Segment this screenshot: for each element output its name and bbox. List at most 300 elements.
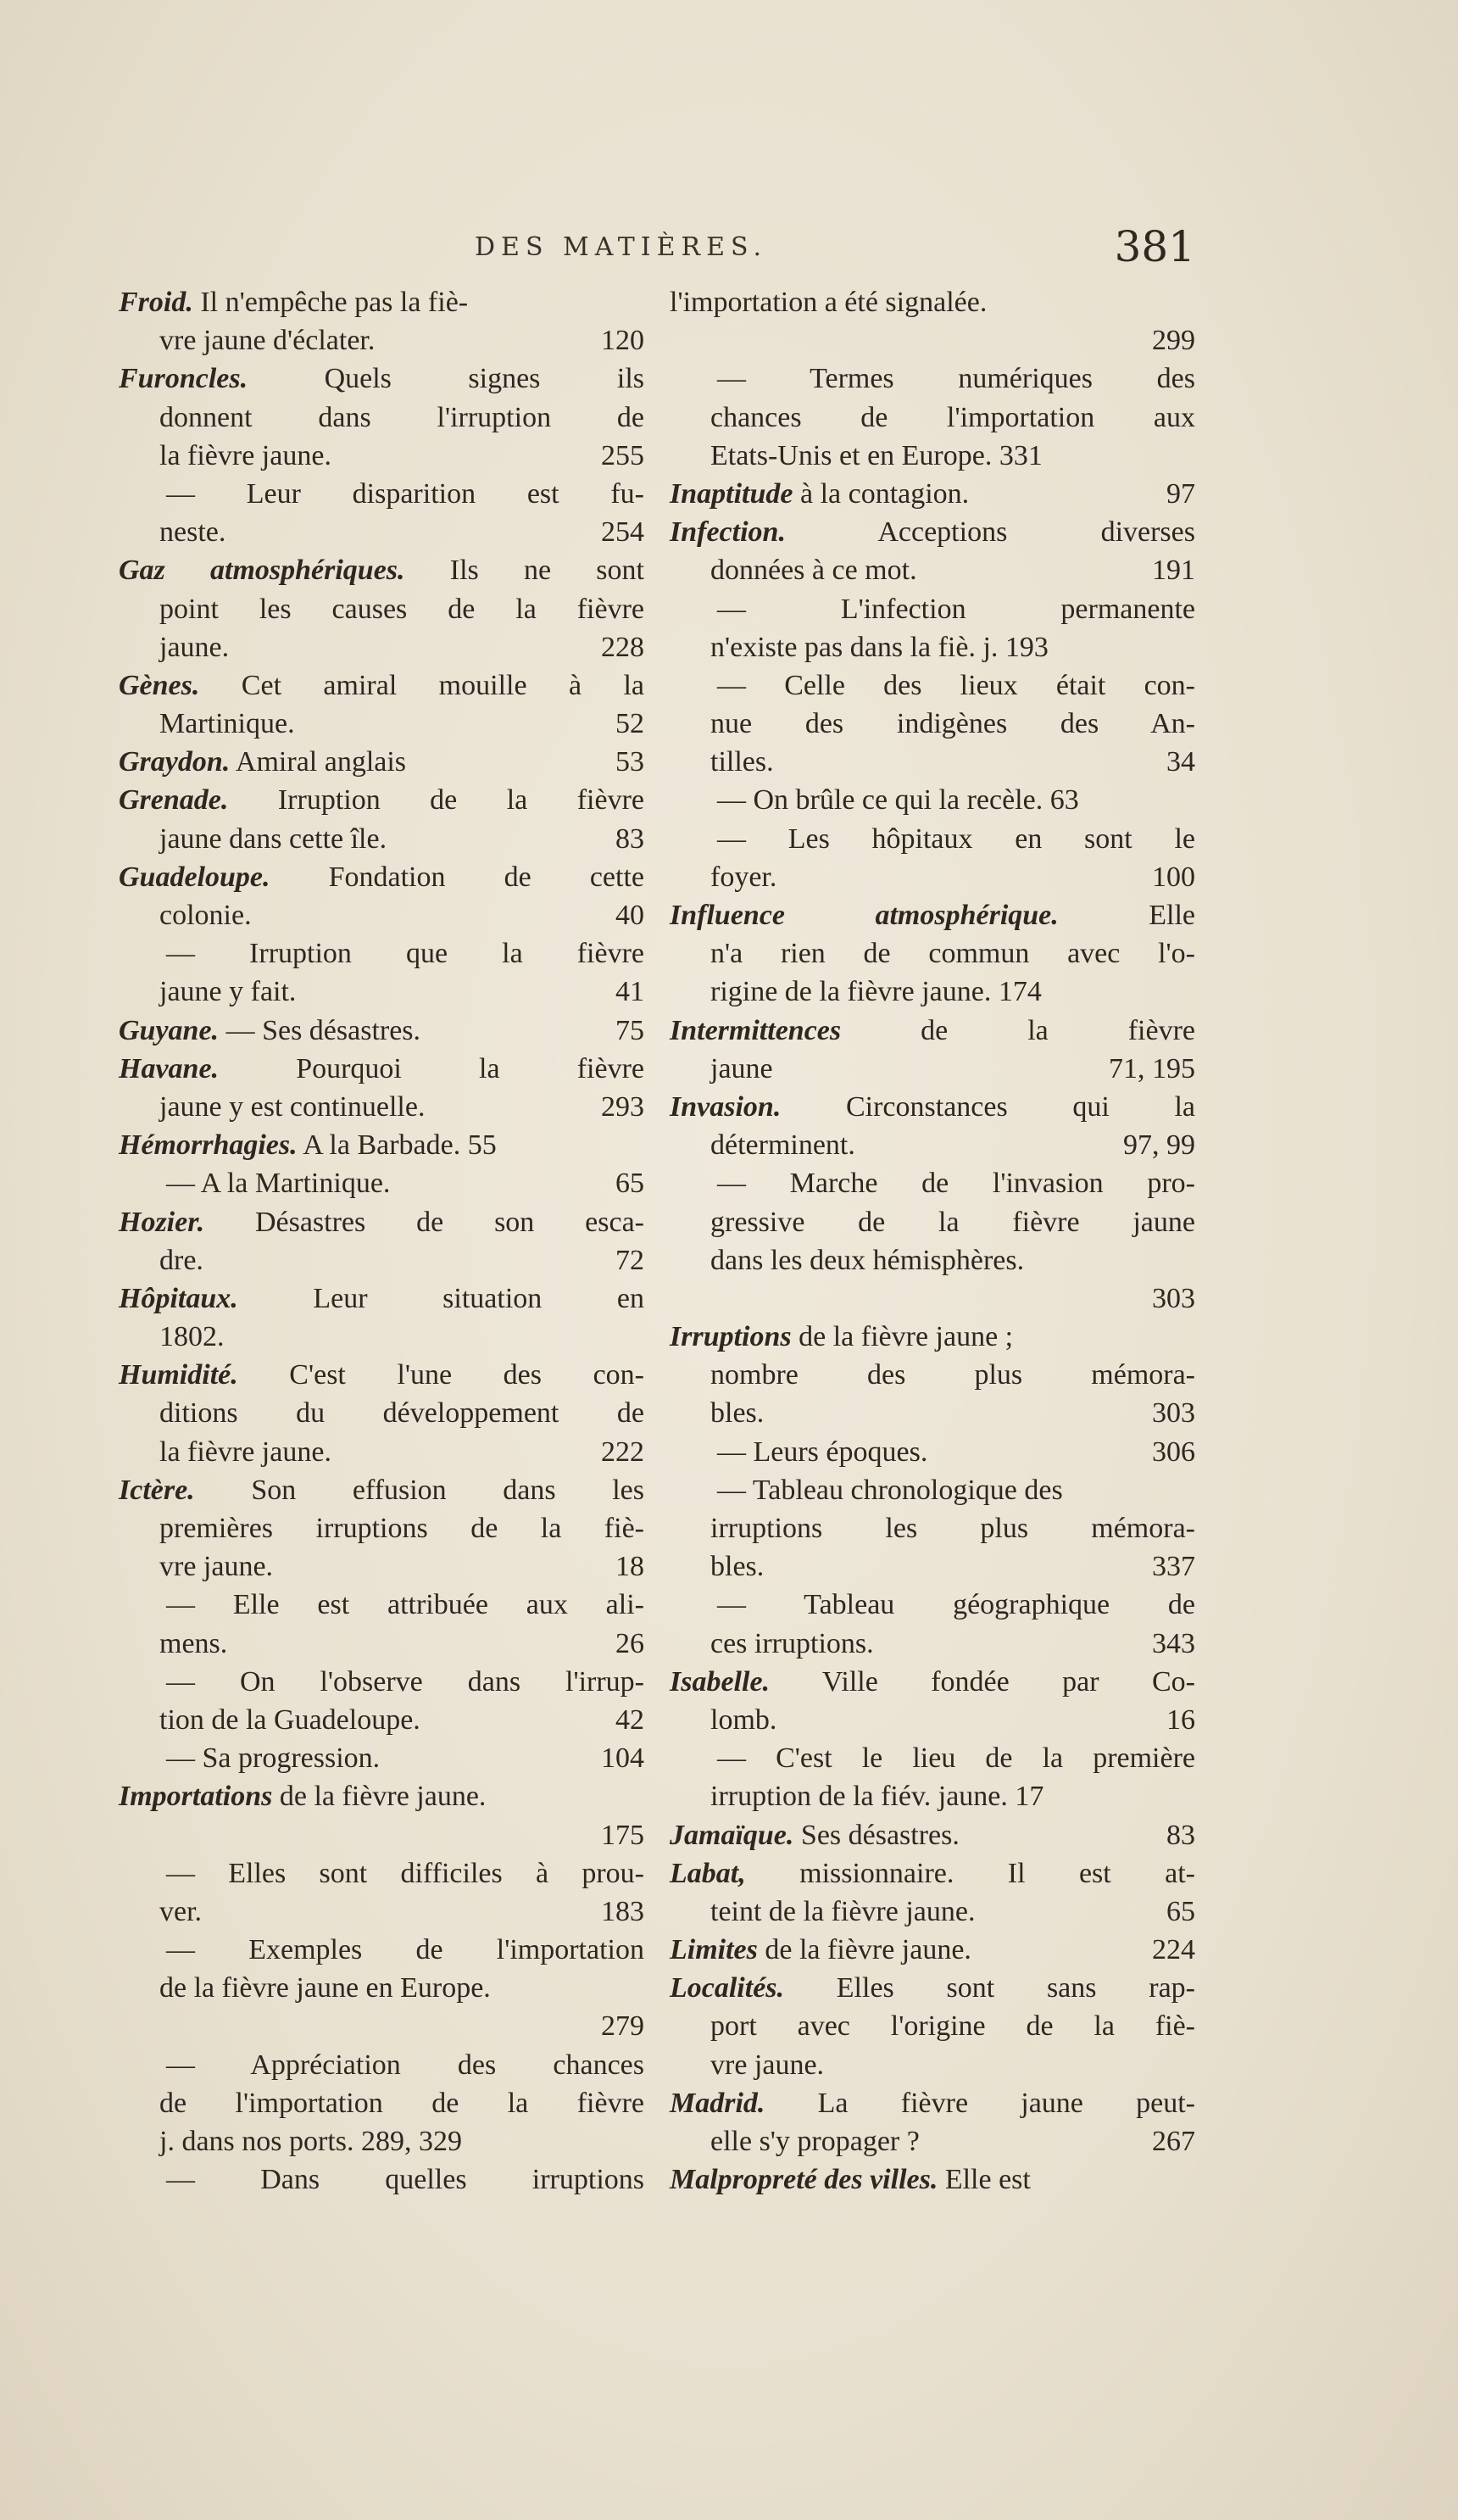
index-description: chances de l'importation aux bbox=[710, 401, 1195, 433]
index-description: Martinique. bbox=[159, 708, 295, 740]
page-reference: 343 bbox=[1152, 1627, 1195, 1659]
index-keyword: Inaptitude bbox=[670, 477, 793, 510]
index-entry-text bbox=[159, 1318, 225, 1356]
index-entry-text bbox=[119, 551, 644, 589]
page-reference: 83 bbox=[615, 822, 644, 855]
index-entry-text bbox=[119, 666, 644, 705]
index-line bbox=[119, 475, 644, 513]
index-line bbox=[119, 283, 644, 321]
index-description: vre jaune. bbox=[159, 1551, 274, 1583]
index-line bbox=[670, 1050, 1195, 1088]
index-entry-text bbox=[710, 1547, 764, 1586]
index-line bbox=[119, 973, 644, 1011]
index-entry-text bbox=[710, 973, 1042, 1011]
index-entry-text bbox=[717, 1586, 1195, 1624]
index-line bbox=[670, 1394, 1195, 1432]
index-entry-text bbox=[159, 590, 644, 628]
index-entry-text bbox=[119, 1356, 644, 1394]
index-entry-text bbox=[710, 1701, 776, 1739]
index-description: tilles. bbox=[710, 746, 774, 778]
index-keyword: Intermittences bbox=[670, 1014, 842, 1046]
index-keyword: Malpropreté des villes. bbox=[670, 2164, 938, 2196]
index-entry-text bbox=[119, 858, 644, 896]
index-keyword: Jamaïque. bbox=[670, 1819, 794, 1851]
index-entry-text bbox=[119, 360, 644, 398]
page-reference: 303 bbox=[1152, 1282, 1195, 1314]
index-line bbox=[670, 896, 1195, 934]
index-line bbox=[670, 628, 1195, 666]
index-line bbox=[670, 2046, 1195, 2084]
index-entry-text bbox=[119, 781, 644, 819]
index-line bbox=[119, 1893, 644, 1931]
index-line bbox=[119, 513, 644, 551]
index-keyword: Graydon. bbox=[119, 746, 231, 778]
index-entry-text bbox=[710, 1625, 874, 1663]
index-line bbox=[670, 1547, 1195, 1586]
page-reference: 255 bbox=[601, 439, 644, 471]
index-line bbox=[119, 1663, 644, 1701]
index-entry-text bbox=[166, 1739, 380, 1777]
index-entry-text bbox=[717, 781, 1079, 819]
index-description: vre jaune d'éclater. bbox=[159, 325, 376, 357]
index-entry-text bbox=[166, 1586, 644, 1624]
index-description: Fondation de cette bbox=[270, 861, 644, 893]
index-description: données à ce mot. bbox=[710, 555, 917, 587]
index-entry-text bbox=[710, 1126, 855, 1164]
index-line bbox=[670, 2084, 1195, 2122]
index-description: ver. bbox=[159, 1895, 203, 1927]
index-entry-text bbox=[159, 513, 225, 551]
index-entry-text bbox=[159, 2084, 644, 2122]
index-line bbox=[670, 1854, 1195, 1893]
index-entry-text bbox=[710, 1050, 773, 1088]
page-header bbox=[127, 222, 1195, 273]
index-entry-text bbox=[166, 475, 644, 513]
index-description: irruption de la fiév. jaune. 17 bbox=[710, 1781, 1044, 1813]
index-line bbox=[119, 896, 644, 934]
index-description: de la fièvre jaune en Europe. bbox=[159, 1972, 491, 2004]
index-line bbox=[119, 2007, 644, 2045]
index-entry-text bbox=[717, 1433, 927, 1471]
index-description: — Celle des lieux était con- bbox=[717, 669, 1195, 701]
index-entry-text bbox=[710, 743, 774, 781]
index-description: rigine de la fièvre jaune. 174 bbox=[710, 976, 1042, 1008]
index-description: bles. bbox=[710, 1397, 765, 1430]
index-keyword: Guadeloupe. bbox=[119, 861, 270, 893]
index-entry-text bbox=[710, 1203, 1195, 1241]
index-description: — Tableau chronologique des bbox=[717, 1474, 1063, 1506]
index-line bbox=[119, 1356, 644, 1394]
index-entry-text bbox=[670, 1816, 960, 1854]
index-line bbox=[670, 1164, 1195, 1202]
index-description: Cet amiral mouille à la bbox=[199, 669, 644, 701]
page-number: 381 bbox=[1114, 222, 1195, 271]
index-line bbox=[670, 1433, 1195, 1471]
index-entry-text bbox=[710, 1241, 1024, 1280]
index-line bbox=[670, 2007, 1195, 2045]
index-line bbox=[670, 705, 1195, 743]
index-keyword: Importations bbox=[119, 1781, 273, 1813]
index-entry-text bbox=[670, 1854, 1195, 1893]
index-description: — Termes numériques des bbox=[717, 363, 1195, 395]
index-entry-text bbox=[670, 896, 1195, 934]
index-description: neste. bbox=[159, 516, 226, 549]
index-entry-text bbox=[670, 475, 969, 513]
index-keyword: Localités. bbox=[670, 1972, 785, 2004]
index-entry-text bbox=[717, 820, 1195, 858]
index-description: C'est l'une des con- bbox=[237, 1359, 644, 1391]
index-line bbox=[119, 1739, 644, 1777]
page-reference: 191 bbox=[1152, 555, 1195, 587]
index-line bbox=[119, 2160, 644, 2199]
page-reference: 26 bbox=[615, 1627, 644, 1659]
index-keyword: Guyane. bbox=[119, 1014, 220, 1046]
index-line bbox=[119, 1547, 644, 1586]
index-line bbox=[670, 973, 1195, 1011]
index-entry-text bbox=[159, 399, 644, 437]
index-keyword: Furoncles. bbox=[119, 363, 248, 395]
index-line bbox=[670, 475, 1195, 513]
index-description: de la fièvre jaune. bbox=[757, 1934, 971, 1966]
index-line bbox=[119, 1203, 644, 1241]
index-line bbox=[670, 1241, 1195, 1280]
index-keyword: Invasion. bbox=[670, 1090, 782, 1123]
index-entry-text bbox=[119, 1203, 644, 1241]
index-description: — Les hôpitaux en sont le bbox=[717, 822, 1195, 855]
index-description: missionnaire. Il est at- bbox=[745, 1857, 1195, 1889]
index-line bbox=[119, 2046, 644, 2084]
index-line bbox=[670, 934, 1195, 973]
index-line bbox=[119, 1126, 644, 1164]
page-reference: 97 bbox=[1166, 477, 1195, 510]
index-entry-text bbox=[710, 1893, 975, 1931]
index-description: elle s'y propager ? bbox=[710, 2126, 920, 2157]
index-entry-text bbox=[119, 743, 406, 781]
index-line bbox=[119, 1471, 644, 1509]
index-line bbox=[670, 1012, 1195, 1050]
index-entry-text bbox=[670, 2160, 1031, 2199]
index-line bbox=[670, 437, 1195, 475]
index-keyword: Humidité. bbox=[119, 1359, 238, 1391]
index-description: — Irruption que la fièvre bbox=[166, 938, 644, 970]
index-description: déterminent. bbox=[710, 1129, 855, 1162]
index-description: ces irruptions. bbox=[710, 1627, 874, 1659]
index-entry-text bbox=[670, 1088, 1195, 1126]
index-description: jaune bbox=[710, 1052, 773, 1084]
index-entry-text bbox=[159, 1625, 227, 1663]
page-reference: 97, 99 bbox=[1123, 1129, 1195, 1162]
index-description: bles. bbox=[710, 1551, 765, 1583]
index-description: Elles sont sans rap- bbox=[784, 1972, 1195, 2004]
index-entry-text bbox=[670, 1012, 1195, 1050]
index-keyword: Hozier. bbox=[119, 1206, 205, 1238]
index-line bbox=[119, 360, 644, 398]
index-keyword: Infection. bbox=[670, 516, 786, 549]
index-description: — Tableau géographique de bbox=[717, 1589, 1195, 1621]
index-description: — Appréciation des chances bbox=[166, 2049, 644, 2081]
index-line bbox=[670, 1701, 1195, 1739]
index-description: ditions du développement de bbox=[159, 1397, 644, 1430]
index-entry-text bbox=[159, 1893, 202, 1931]
index-description: — A la Martinique. bbox=[166, 1168, 391, 1200]
index-entry-text bbox=[159, 1394, 644, 1432]
index-line bbox=[670, 858, 1195, 896]
page-reference: 306 bbox=[1152, 1436, 1195, 1468]
index-line bbox=[670, 781, 1195, 819]
index-line bbox=[119, 1280, 644, 1318]
index-entry-text bbox=[159, 705, 295, 743]
index-entry-text bbox=[670, 283, 987, 321]
index-description: — On brûle ce qui la recèle. 63 bbox=[717, 784, 1079, 817]
index-description: — Ses désastres. bbox=[219, 1014, 421, 1046]
index-line bbox=[119, 437, 644, 475]
index-description: Quels signes ils bbox=[248, 363, 644, 395]
index-entry-text bbox=[166, 1164, 390, 1202]
index-description: de la fièvre bbox=[841, 1014, 1195, 1046]
index-entry-text bbox=[670, 1931, 971, 1969]
index-description: nombre des plus mémora- bbox=[710, 1359, 1195, 1391]
index-entry-text bbox=[717, 590, 1195, 628]
index-description: Irruption de la fièvre bbox=[228, 784, 644, 817]
index-description: — Exemples de l'importation bbox=[166, 1934, 644, 1966]
index-column-left bbox=[119, 283, 644, 2199]
index-description: Acceptions diverses bbox=[785, 516, 1195, 549]
index-line bbox=[119, 743, 644, 781]
index-description: jaune y est continuelle. bbox=[159, 1090, 426, 1123]
index-description: — C'est le lieu de la première bbox=[717, 1742, 1195, 1775]
index-description: à la contagion. bbox=[793, 477, 970, 510]
page-reference: 267 bbox=[1152, 2126, 1195, 2157]
index-line bbox=[119, 628, 644, 666]
index-keyword: Ictère. bbox=[119, 1474, 195, 1506]
index-description: — Marche de l'invasion pro- bbox=[717, 1168, 1195, 1200]
index-column-right bbox=[670, 283, 1195, 2199]
index-line bbox=[119, 399, 644, 437]
page-reference: 228 bbox=[601, 631, 644, 663]
index-entry-text bbox=[159, 820, 387, 858]
index-keyword: Influence atmosphérique. bbox=[670, 900, 1059, 931]
index-description: Circonstances qui la bbox=[781, 1090, 1195, 1123]
index-description: vre jaune. bbox=[710, 2049, 825, 2081]
index-keyword: Isabelle. bbox=[670, 1665, 771, 1698]
index-line bbox=[119, 781, 644, 819]
page-reference: 224 bbox=[1152, 1934, 1195, 1966]
index-description: teint de la fièvre jaune. bbox=[710, 1895, 976, 1927]
index-entry-text bbox=[166, 1854, 644, 1893]
index-description: de la fièvre jaune ; bbox=[791, 1321, 1014, 1353]
index-line bbox=[670, 360, 1195, 398]
index-description: de l'importation de la fièvre bbox=[159, 2087, 644, 2119]
index-description: Amiral anglais bbox=[230, 746, 407, 778]
index-line bbox=[670, 1816, 1195, 1854]
index-description: La fièvre jaune peut- bbox=[765, 2087, 1195, 2119]
index-entry-text bbox=[159, 1241, 203, 1280]
index-line bbox=[119, 1050, 644, 1088]
index-description: dans les deux hémisphères. bbox=[710, 1244, 1025, 1276]
index-entry-text bbox=[710, 399, 1195, 437]
index-line bbox=[119, 2084, 644, 2122]
index-entry-text bbox=[166, 1663, 644, 1701]
index-description: tion de la Guadeloupe. bbox=[159, 1703, 420, 1736]
index-entry-text bbox=[166, 2160, 644, 2199]
index-line bbox=[119, 1088, 644, 1126]
index-keyword: Labat, bbox=[670, 1857, 746, 1889]
running-title: DES MATIÈRES. bbox=[475, 232, 768, 262]
index-entry-text bbox=[710, 1356, 1195, 1394]
index-description: jaune dans cette île. bbox=[159, 822, 387, 855]
index-line bbox=[119, 321, 644, 360]
page-reference: 120 bbox=[601, 325, 644, 357]
index-line bbox=[670, 1509, 1195, 1547]
page-reference: 303 bbox=[1152, 1397, 1195, 1430]
page-reference: 72 bbox=[615, 1244, 644, 1276]
index-entry-text bbox=[159, 973, 296, 1011]
index-keyword: Irruptions bbox=[670, 1321, 792, 1353]
index-line bbox=[670, 551, 1195, 589]
index-entry-text bbox=[119, 283, 468, 321]
index-description: Il n'empêche pas la fiè- bbox=[192, 287, 469, 318]
index-entry-text bbox=[710, 705, 1195, 743]
index-line bbox=[670, 1739, 1195, 1777]
index-line bbox=[119, 820, 644, 858]
index-description: l'importation a été signalée. bbox=[670, 287, 988, 318]
index-line bbox=[119, 1625, 644, 1663]
index-line bbox=[119, 590, 644, 628]
page-reference: 65 bbox=[615, 1168, 644, 1200]
index-line bbox=[670, 1318, 1195, 1356]
page-reference: 40 bbox=[615, 900, 644, 931]
index-keyword: Grenade. bbox=[119, 784, 229, 817]
index-entry-text bbox=[670, 2084, 1195, 2122]
index-description: dre. bbox=[159, 1244, 203, 1276]
index-entry-text bbox=[710, 551, 917, 589]
index-entry-text bbox=[119, 1050, 644, 1088]
index-line bbox=[670, 1280, 1195, 1318]
index-description: n'existe pas dans la fiè. j. 193 bbox=[710, 631, 1049, 663]
index-line bbox=[119, 1777, 644, 1815]
index-description: lomb. bbox=[710, 1703, 777, 1736]
index-line bbox=[670, 820, 1195, 858]
index-keyword: Limites bbox=[670, 1934, 758, 1966]
index-description: donnent dans l'irruption de bbox=[159, 401, 644, 433]
index-keyword: Madrid. bbox=[670, 2087, 765, 2119]
index-entry-text bbox=[670, 1663, 1195, 1701]
index-entry-text bbox=[159, 1969, 491, 2007]
index-entry-text bbox=[670, 1318, 1013, 1356]
index-description: — Elle est attribuée aux ali- bbox=[166, 1589, 644, 1621]
index-entry-text bbox=[670, 1969, 1195, 2007]
index-keyword: Gènes. bbox=[119, 669, 200, 701]
index-description: Désastres de son esca- bbox=[204, 1206, 644, 1238]
index-line bbox=[119, 1701, 644, 1739]
index-line bbox=[119, 551, 644, 589]
index-line bbox=[119, 934, 644, 973]
index-entry-text bbox=[159, 1509, 644, 1547]
page-reference: 337 bbox=[1152, 1551, 1195, 1583]
index-description: gressive de la fièvre jaune bbox=[710, 1206, 1195, 1238]
index-description: Etats-Unis et en Europe. 331 bbox=[710, 439, 1043, 471]
page-reference: 75 bbox=[615, 1014, 644, 1046]
index-entry-text bbox=[710, 858, 776, 896]
page-reference: 254 bbox=[601, 516, 644, 549]
index-line bbox=[670, 1777, 1195, 1815]
index-line bbox=[670, 399, 1195, 437]
page-reference: 183 bbox=[601, 1895, 644, 1927]
index-description: jaune y fait. bbox=[159, 976, 297, 1008]
index-line bbox=[670, 1625, 1195, 1663]
index-line bbox=[119, 1241, 644, 1280]
index-entry-text bbox=[710, 628, 1049, 666]
index-description: irruptions les plus mémora- bbox=[710, 1513, 1195, 1544]
page-reference: 100 bbox=[1152, 861, 1195, 893]
index-entry-text bbox=[166, 1931, 644, 1969]
index-description: Elle est bbox=[938, 2164, 1031, 2196]
index-line bbox=[119, 1433, 644, 1471]
page-reference: 41 bbox=[615, 976, 644, 1008]
index-description: Leur situation en bbox=[237, 1282, 644, 1314]
index-description: mens. bbox=[159, 1627, 228, 1659]
index-description: colonie. bbox=[159, 900, 252, 931]
index-entry-text bbox=[119, 1280, 644, 1318]
index-entry-text bbox=[119, 1126, 497, 1164]
index-description: point les causes de la fièvre bbox=[159, 593, 644, 625]
index-entry-text bbox=[670, 513, 1195, 551]
index-entry-text bbox=[159, 1433, 331, 1471]
index-entry-text bbox=[710, 1394, 764, 1432]
index-entry-text bbox=[159, 1701, 420, 1739]
index-keyword: Froid. bbox=[119, 287, 193, 318]
index-entry-text bbox=[159, 1088, 425, 1126]
index-entry-text bbox=[119, 1471, 644, 1509]
index-entry-text bbox=[166, 2046, 644, 2084]
index-line bbox=[670, 1088, 1195, 1126]
index-entry-text bbox=[159, 2122, 462, 2160]
index-description: Ville fondée par Co- bbox=[770, 1665, 1195, 1698]
index-entry-text bbox=[710, 934, 1195, 973]
index-description: Ils ne sont bbox=[404, 555, 644, 587]
index-line bbox=[670, 1969, 1195, 2007]
page-reference: 16 bbox=[1166, 1703, 1195, 1736]
page-reference: 175 bbox=[601, 1819, 644, 1851]
page-reference: 42 bbox=[615, 1703, 644, 1736]
index-line bbox=[670, 1663, 1195, 1701]
index-entry-text bbox=[159, 437, 331, 475]
index-line bbox=[670, 1931, 1195, 1969]
index-line bbox=[670, 1471, 1195, 1509]
index-description: A la Barbade. 55 bbox=[297, 1129, 497, 1162]
page-reference: 34 bbox=[1166, 746, 1195, 778]
index-line bbox=[670, 283, 1195, 321]
index-line bbox=[119, 1969, 644, 2007]
index-line bbox=[119, 1509, 644, 1547]
index-line bbox=[670, 743, 1195, 781]
index-line bbox=[670, 2122, 1195, 2160]
index-description: la fièvre jaune. bbox=[159, 439, 331, 471]
index-line bbox=[670, 1356, 1195, 1394]
page-reference: 299 bbox=[1152, 325, 1195, 357]
index-description: 1802. bbox=[159, 1321, 225, 1353]
index-entry-text bbox=[710, 2007, 1195, 2045]
index-description: — On l'observe dans l'irrup- bbox=[166, 1665, 644, 1698]
index-description: Elle bbox=[1058, 900, 1195, 931]
index-entry-text bbox=[717, 1471, 1063, 1509]
page-reference: 53 bbox=[615, 746, 644, 778]
index-entry-text bbox=[710, 2122, 920, 2160]
index-keyword: Havane. bbox=[119, 1052, 220, 1084]
index-description: Ses désastres. bbox=[793, 1819, 960, 1851]
index-entry-text bbox=[119, 1777, 486, 1815]
index-description: Son effusion dans les bbox=[194, 1474, 644, 1506]
